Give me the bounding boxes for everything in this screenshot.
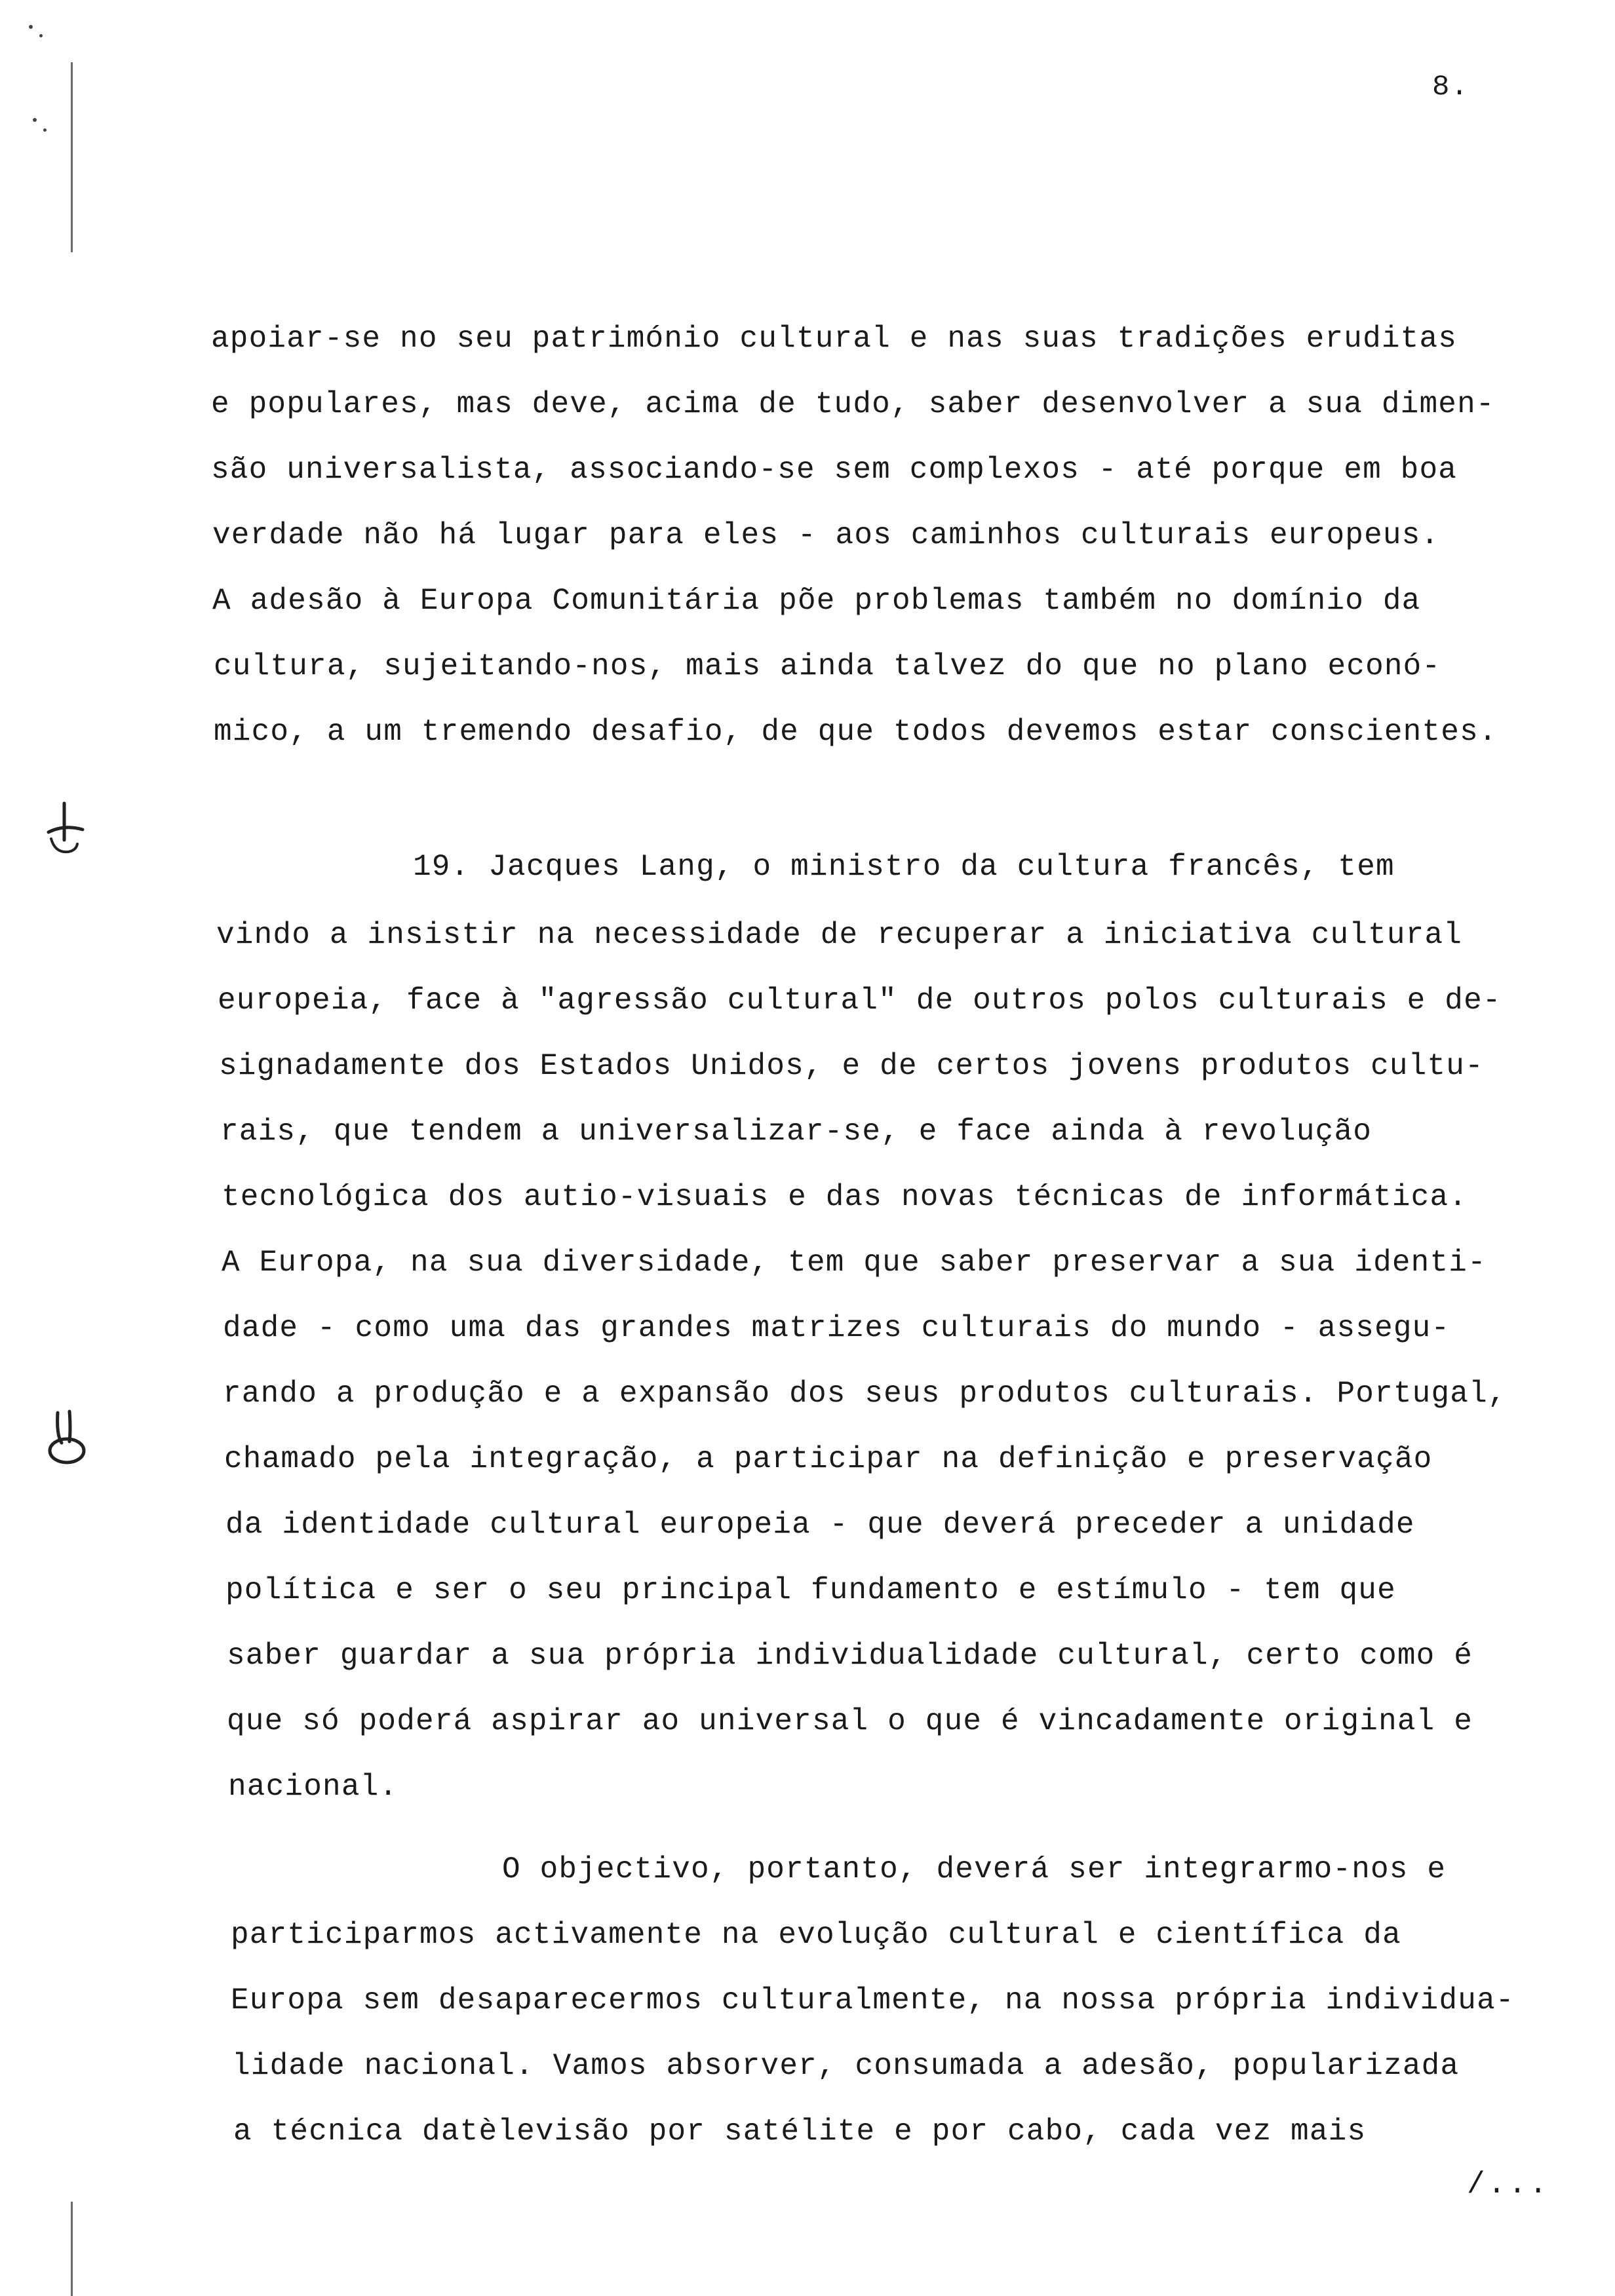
text-line: nacional.: [228, 1770, 399, 1804]
text-line: 19. Jacques Lang, o ministro da cultura francês, tem: [413, 850, 1395, 884]
text-line: europeia, face à "agressão cultural" de outros polos culturais e de-: [218, 984, 1502, 1018]
page-number: 8.: [1432, 71, 1469, 104]
text-line: lidade nacional. Vamos absorver, consumada a adesão, popularizada: [232, 2049, 1460, 2083]
text-line: verdade não há lugar para eles - aos caminhos culturais europeus.: [212, 518, 1440, 552]
text-line: O objectivo, portanto, deverá ser integrarmo-nos e: [502, 1852, 1447, 1886]
binding-edge-line: [71, 62, 73, 252]
text-line: A adesão à Europa Comunitária põe problemas também no domínio da: [212, 584, 1421, 618]
text-line: vindo a insistir na necessidade de recuperar a iniciativa cultural: [216, 918, 1463, 952]
text-line: dade - como uma das grandes matrizes culturais do mundo - assegu-: [223, 1311, 1450, 1345]
handwritten-initial-mark: [42, 801, 88, 860]
scan-speck: [39, 34, 43, 37]
continuation-marker: /...: [1467, 2168, 1550, 2202]
text-line: tecnológica dos autio-visuais e das novas técnicas de informática.: [222, 1180, 1468, 1214]
text-line: que só poderá aspirar ao universal o que é vincadamente original e: [227, 1704, 1473, 1738]
text-line: participarmos activamente na evolução cultural e científica da: [231, 1918, 1401, 1952]
text-line: a técnica datèlevisão por satélite e por cabo, cada vez mais: [233, 2114, 1367, 2149]
text-line: A Europa, na sua diversidade, tem que saber preservar a sua identi-: [222, 1246, 1487, 1280]
text-line: cultura, sujeitando-nos, mais ainda talvez do que no plano econó-: [214, 649, 1441, 683]
text-line: política e ser o seu principal fundamento e estímulo - tem que: [225, 1573, 1396, 1607]
text-line: chamado pela integração, a participar na definição e preservação: [224, 1442, 1433, 1476]
binding-edge-line: [71, 2202, 73, 2296]
text-line: Europa sem desaparecermos culturalmente, na nossa própria individua-: [231, 1983, 1515, 2018]
text-line: signadamente dos Estados Unidos, e de certos jovens produtos cultu-: [219, 1049, 1484, 1083]
text-line: apoiar-se no seu património cultural e nas suas tradições eruditas: [211, 322, 1458, 356]
scan-speck: [43, 128, 47, 132]
text-line: rais, que tendem a universalizar-se, e face ainda à revolução: [220, 1115, 1372, 1149]
text-line: são universalista, associando-se sem complexos - até porque em boa: [211, 453, 1458, 487]
text-line: e populares, mas deve, acima de tudo, saber desenvolver a sua dimen-: [211, 387, 1495, 421]
handwritten-initial-mark: [43, 1409, 89, 1468]
scan-speck: [29, 25, 33, 29]
text-line: saber guardar a sua própria individualidade cultural, certo como é: [227, 1639, 1473, 1673]
text-line: da identidade cultural europeia - que deverá preceder a unidade: [225, 1508, 1415, 1542]
text-line: rando a produção e a expansão dos seus produtos culturais. Portugal,: [223, 1377, 1507, 1411]
scan-speck: [33, 118, 37, 122]
text-line: mico, a um tremendo desafio, de que todos devemos estar conscientes.: [214, 715, 1498, 749]
